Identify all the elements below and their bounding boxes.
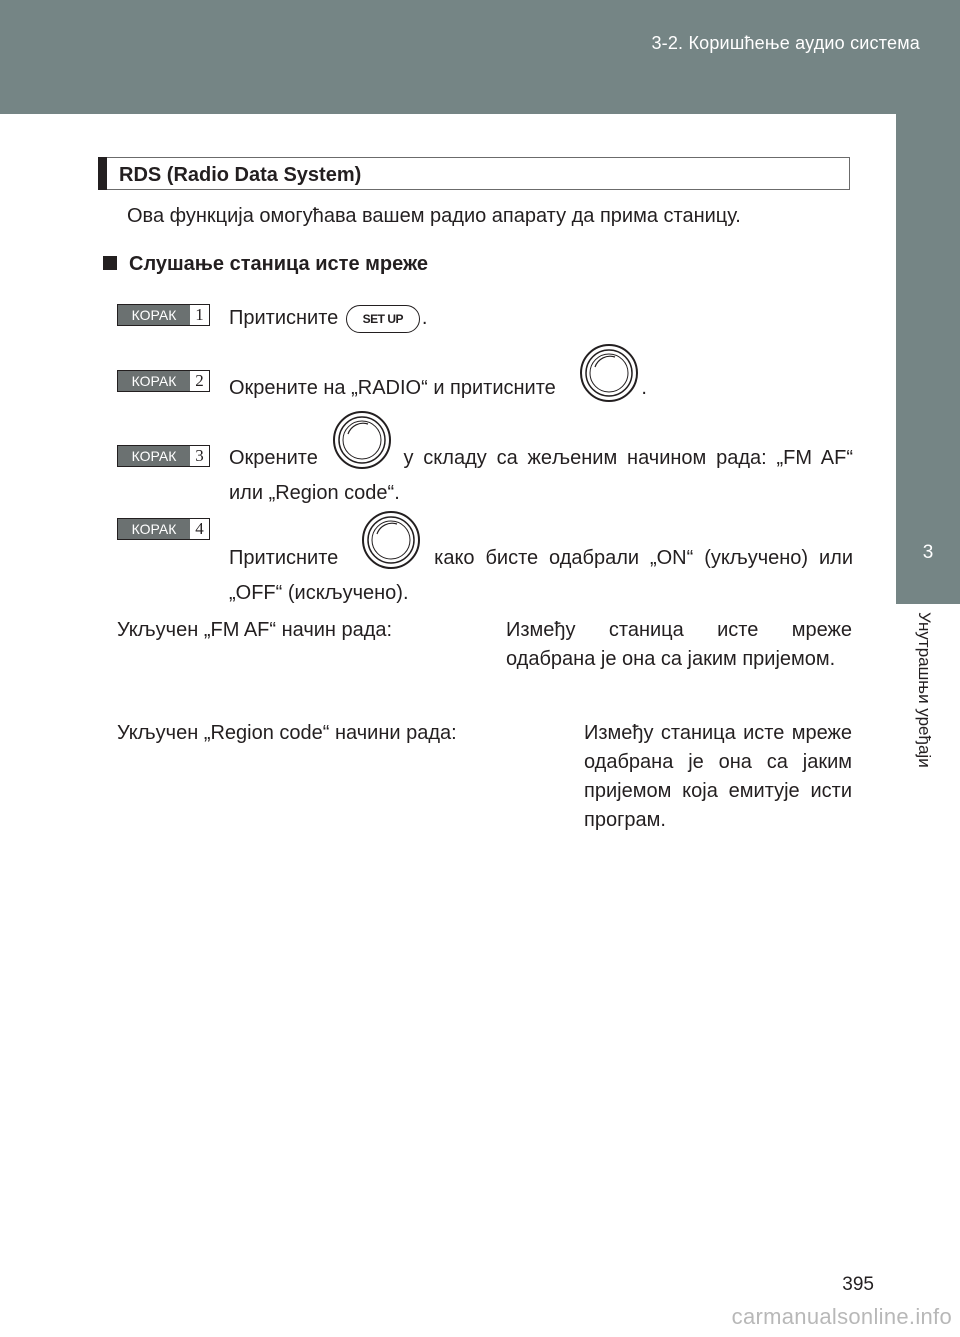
- header-band: [0, 0, 960, 114]
- rds-title: RDS (Radio Data System): [119, 164, 362, 186]
- step-4-text-before: Притисните: [229, 546, 339, 569]
- step-number: 2: [195, 371, 204, 390]
- rds-intro: Ова функција омогућава вашем радио апарату да прима станицу.: [127, 205, 741, 227]
- step-1-text-before: Притисните: [229, 307, 339, 329]
- setup-button-icon: SET UP: [346, 305, 420, 333]
- chapter-title: Унутрашњи уређаји: [915, 612, 934, 768]
- step-label: КОРАК: [118, 446, 190, 466]
- chapter-number: 3: [922, 542, 934, 563]
- page-number: 395: [842, 1274, 874, 1295]
- step-number: 1: [195, 305, 204, 324]
- mode-desc-region: Између станица исте мреже одабрана је она са јаким пријемом која емитује исти програм.: [584, 722, 852, 831]
- header-marker: [98, 157, 107, 190]
- step-label: КОРАК: [118, 519, 190, 539]
- step-3-text: [229, 438, 853, 508]
- step-4-text-after: како бисте одабрали „ON“ (укључено) или „OFF“ (искључено).: [229, 546, 854, 604]
- tune-knob-icon: [579, 343, 639, 412]
- section-title: 3-2. Коришћење аудио система: [651, 33, 920, 53]
- step-badge-4: [117, 518, 210, 540]
- step-badge-2: [117, 370, 210, 392]
- mode-label-region: Укључен „Region code“ начини рада:: [117, 722, 457, 744]
- mode-desc-fm-af: Између станица исте мреже одабрана је она са јаким пријемом.: [506, 619, 852, 670]
- step-2-text: [229, 365, 853, 412]
- step-badge-1: [117, 304, 210, 326]
- step-number: 4: [195, 519, 204, 538]
- chapter-tab: [896, 114, 960, 604]
- step-2-text-before: Окрените на „RADIO“ и притисните: [229, 376, 556, 399]
- tune-knob-icon: [332, 410, 392, 479]
- step-2-text-after: .: [641, 376, 647, 399]
- tune-knob-icon: [361, 510, 421, 579]
- mode-label-fm-af: Укључен „FM AF“ начин рада:: [117, 619, 393, 641]
- watermark: carmanualsonline.info: [731, 1304, 952, 1329]
- step-label: КОРАК: [118, 305, 190, 325]
- rds-section-header: [98, 157, 850, 190]
- subheading: [103, 250, 428, 279]
- step-1-text: [229, 304, 853, 333]
- step-label: КОРАК: [118, 371, 190, 391]
- step-badge-3: [117, 445, 210, 467]
- subheading-text: Слушање станица исте мреже: [129, 253, 429, 275]
- step-1-text-after: .: [421, 307, 428, 329]
- square-bullet-icon: [103, 256, 117, 270]
- step-3-text-after: у складу са жељеним начином рада: „FM AF“ или „Region code“.: [229, 446, 853, 504]
- step-3-text-before: Окрените: [229, 446, 318, 469]
- step-number: 3: [195, 446, 204, 465]
- step-4-text: [229, 538, 853, 608]
